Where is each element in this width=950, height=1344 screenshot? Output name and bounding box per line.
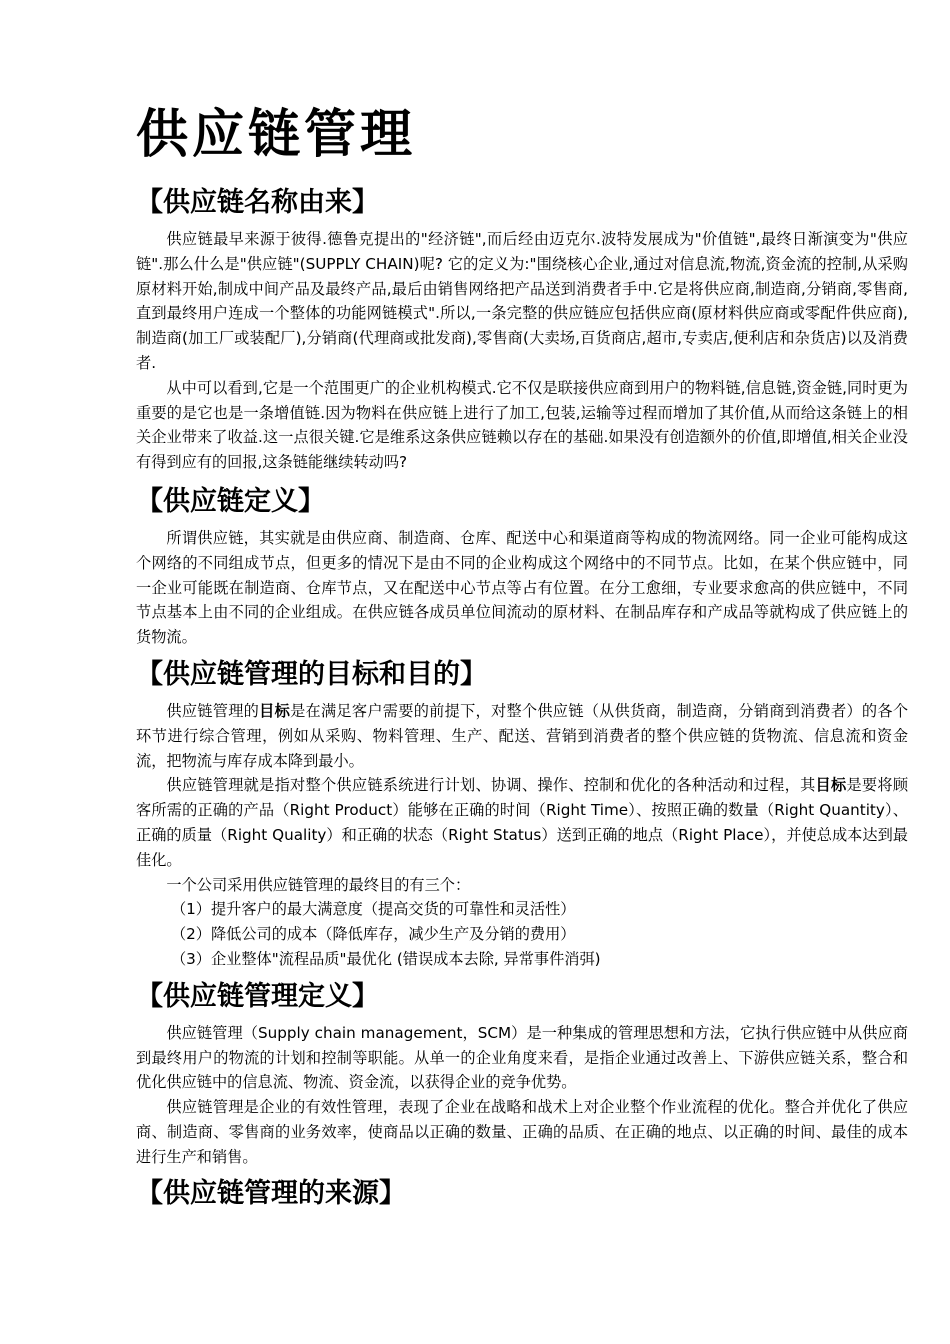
- document-body: [136, 183, 908, 1214]
- paragraph-goals-2-keyword: 目标: [815, 776, 847, 795]
- section-heading-origin: 【供应链名称由来】: [136, 187, 379, 218]
- paragraph-goals-2: [136, 773, 908, 872]
- paragraph-origin-1: 供应链最早来源于彼得.德鲁克提出的"经济链",而后经由迈克尔.波特发展成为"价值链",最终日渐演变为"供应链".那么什么是"供应链"(SUPPLY CHAIN)呢? 它的定义为:"围绕核心企业,通过对信息流,物流,资金流的控制,从采购原材料开始,制成中间产品及最终产品,最后由销售网络把产品送到消费者手中.它是将供应商,制造商,分销商,零售商,直到最终用户连成一个整体的功能网链模式".所以,一条完整的供应链应包括供应商(原材料供应商或零配件供应商),制造商(加工厂或装配厂),分销商(代理商或批发商),零售商(大卖场,百货商店,超市,专卖店,便利店和杂货店)以及消费者.: [136, 230, 908, 372]
- paragraph-origin-2: 从中可以看到,它是一个范围更广的企业机构模式.它不仅是联接供应商到用户的物料链,信息链,资金链,同时更为重要的是它也是一条增值链.因为物料在供应链上进行了加工,包装,运输等过程而增加了其价值,从而给这条链上的相关企业带来了收益.这一点很关键.它是维系这条供应链赖以存在的基础.如果没有创造额外的价值,即增值,相关企业没有得到应有的回报,这条链能继续转动吗?: [136, 378, 908, 472]
- section-heading-scm-definition: 【供应链管理定义】: [136, 980, 379, 1012]
- purpose-list-item-3: （3）企业整体"流程品质"最优化 (错误成本去除, 异常事件消弭): [170, 949, 601, 968]
- paragraph-purpose-intro: 一个公司采用供应链管理的最终目的有三个：: [166, 875, 471, 894]
- paragraph-goals-2-lead: 供应链管理就是指对整个供应链系统进行计划、协调、操作、控制和优化的各种活动和过程，其: [166, 776, 816, 795]
- paragraph-goals-2-rest: 是要将顾客所需的正确的产品（Right Product）能够在正确的时间（Right Time）、按照正确的数量（Right Quantity）、正确的质量（Right Quality）和正确的状态（Right Status）送到正确的地点（Right Place），并使总成本达到最佳化。: [136, 776, 909, 869]
- document-title: 供应链管理: [136, 105, 417, 165]
- paragraph-goals-1-rest: 是在满足客户需要的前提下，对整个供应链（从供货商，制造商，分销商到消费者）的各个环节进行综合管理，例如从采购、物料管理、生产、配送、营销到消费者的整个供应链的货物流、信息流和资金流，把物流与库存成本降到最小。: [136, 701, 909, 770]
- paragraph-scm-definition-1: 供应链管理（Supply chain management，SCM）是一种集成的管理思想和方法，它执行供应链中从供应商到最终用户的物流的计划和控制等职能。从单一的企业角度来看，是指企业通过改善上、下游供应链关系，整合和优化供应链中的信息流、物流、资金流，以获得企业的竞争优势。: [136, 1023, 908, 1092]
- purpose-list-item-1: （1）提升客户的最大满意度（提高交货的可靠性和灵活性）: [170, 900, 576, 919]
- section-heading-scm-source: 【供应链管理的来源】: [136, 1177, 406, 1209]
- section-heading-definition: 【供应链定义】: [136, 485, 325, 517]
- paragraph-goals-1-keyword: 目标: [259, 701, 291, 720]
- section-heading-goals: 【供应链管理的目标和目的】: [136, 658, 487, 690]
- paragraph-definition-1: 所谓供应链，其实就是由供应商、制造商、仓库、配送中心和渠道商等构成的物流网络。同一企业可能构成这个网络的不同组成节点，但更多的情况下是由不同的企业构成这个网络中的不同节点。比如，在某个供应链中，同一企业可能既在制造商、仓库节点，又在配送中心节点等占有位置。在分工愈细，专业要求愈高的供应链中，不同节点基本上由不同的企业组成。在供应链各成员单位间流动的原材料、在制品库存和产成品等就构成了供应链上的货物流。: [136, 528, 908, 647]
- paragraph-goals-1-lead: 供应链管理的: [166, 701, 260, 720]
- paragraph-scm-definition-2: 供应链管理是企业的有效性管理，表现了企业在战略和战术上对企业整个作业流程的优化。整合并优化了供应商、制造商、零售商的业务效率，使商品以正确的数量、正确的品质、在正确的地点、以正确的时间、最佳的成本进行生产和销售。: [136, 1098, 908, 1166]
- purpose-list-item-2: （2）降低公司的成本（降低库存，减少生产及分销的费用）: [170, 925, 576, 944]
- paragraph-goals-1: [136, 699, 908, 773]
